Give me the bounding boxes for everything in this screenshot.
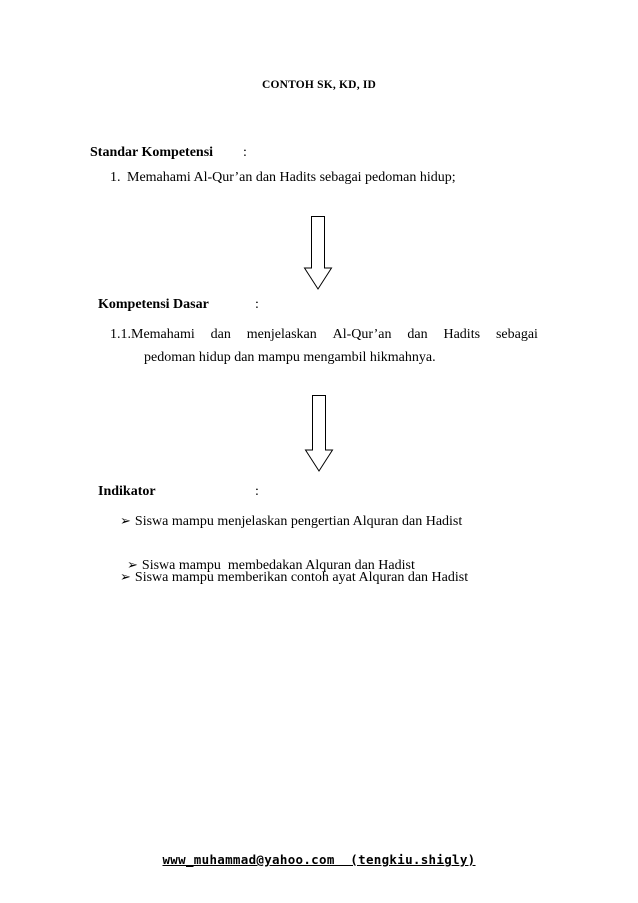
sk-item-text: Memahami Al-Qur’an dan Hadits sebagai pedoman hidup; [127,170,456,185]
indikator-item [120,569,468,586]
kd-item-first [110,327,195,343]
down-arrow-icon [304,395,334,472]
down-arrow-icon [303,216,333,290]
kd-word: Memahami [131,327,195,342]
kd-word: menjelaskan [246,327,317,342]
indikator-item-text: Siswa mampu membedakan Alquran dan Hadist [141,558,415,573]
kd-colon: : [255,297,259,312]
kd-word: Al-Qur’an [332,327,392,342]
sk-item-number: 1. [110,170,121,185]
kd-item-number: 1.1. [110,327,131,342]
sk-label: Standar Kompetensi [90,145,214,160]
kd-word: dan [407,327,428,342]
arrow-bullet-icon: ➢ [120,513,131,528]
arrow-bullet-icon: ➢ [127,557,138,572]
kd-word: sebagai [495,327,538,342]
kd-item-line2: pedoman hidup dan mampu mengambil hikmahnya. [144,350,436,365]
kd-item-line1 [110,327,538,343]
indikator-item [120,513,462,530]
indikator-item-text: Siswa mampu menjelaskan pengertian Alquran dan Hadist [134,514,463,529]
sk-colon: : [243,145,247,160]
footer-email: www_muhammad@yahoo.com (tengkiu.shigly) [162,852,476,867]
indikator-colon: : [255,484,259,499]
kd-word: Hadits [443,327,481,342]
page-title: CONTOH SK, KD, ID [261,79,377,91]
indikator-label: Indikator [98,484,156,499]
arrow-bullet-icon: ➢ [120,569,131,584]
kd-word: dan [210,327,231,342]
kd-label: Kompetensi Dasar [98,297,209,312]
indikator-item-text: Siswa mampu memberikan contoh ayat Alquran dan Hadist [134,570,469,585]
